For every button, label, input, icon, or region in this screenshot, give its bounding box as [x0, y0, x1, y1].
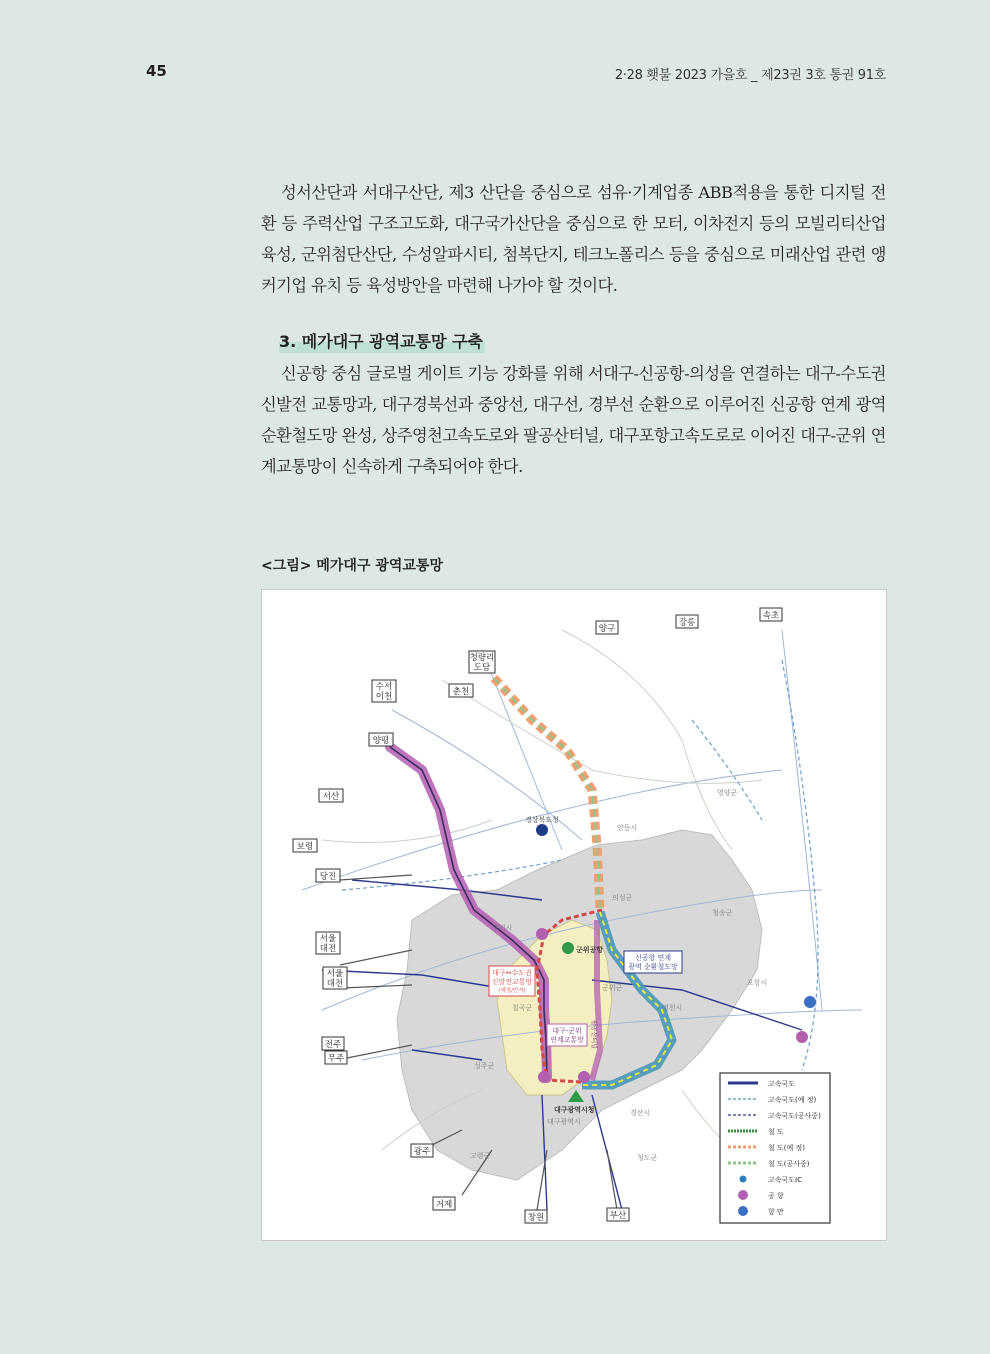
- label-daejeon-1: 대전: [319, 944, 337, 954]
- label-cheongnyangni: 청량리: [469, 653, 495, 663]
- place-yeongcheon: 영천시: [662, 1004, 683, 1012]
- legend-label-harbor: 항 만: [768, 1208, 784, 1216]
- legend-label-expressway-ic: 고속국도IC: [768, 1176, 803, 1184]
- airport-icon-4: [796, 1031, 808, 1043]
- place-gyeongbuk-office: 경상북도청: [525, 816, 559, 824]
- legend-label-railway-construction: 철 도(공사중): [768, 1160, 810, 1168]
- legend-label-expressway-planned: 고속국도(예 정): [768, 1096, 817, 1104]
- label-suseo: 수서: [375, 682, 393, 692]
- running-header: 2·28 횃불 2023 가을호 _ 제23권 3호 통권 91호: [614, 68, 886, 83]
- legend-label-expressway-construction: 고속국도(공사중): [768, 1112, 821, 1120]
- callout-capital-2: 신발전교통망: [491, 978, 533, 986]
- airport-icon-1: [536, 928, 548, 940]
- legend-label-airport: 공 항: [768, 1192, 784, 1200]
- page-number: 45: [146, 62, 167, 80]
- place-pohang: 포항시: [747, 979, 768, 987]
- callout-circular-1: 신공항 연계: [634, 954, 672, 962]
- label-muju: 무주: [327, 1054, 345, 1064]
- gyeongbuk-office-icon: [536, 824, 548, 836]
- label-busan: 부산: [609, 1211, 627, 1221]
- airport-icon-3: [578, 1071, 590, 1083]
- callout-capital-1: 대구↔수도권: [492, 969, 532, 977]
- label-changwon: 창원: [527, 1213, 545, 1223]
- label-chuncheon: 춘천: [452, 687, 470, 697]
- transport-map: [261, 589, 887, 1241]
- callout-gunwi-1: 대구-군위: [552, 1027, 582, 1035]
- legend-label-expressway: 고속국도: [768, 1080, 796, 1088]
- label-boryeong: 보령: [296, 842, 314, 852]
- place-chilgok: 칠곡군: [512, 1004, 533, 1012]
- label-icheon: 이천: [375, 692, 393, 702]
- place-andong: 안동시: [617, 824, 638, 832]
- label-dodam: 도담: [473, 663, 491, 673]
- airport-icon: [738, 1190, 748, 1200]
- place-cheongdo: 청도군: [637, 1154, 658, 1162]
- label-seoul-2: 서울: [326, 969, 344, 979]
- body-paragraph-2: 신공항 중심 글로벌 게이트 기능 강화를 위해 서대구-신공항-의성을 연결하는 대구-수도권 신발전 교통망과, 대구경북선과 중앙선, 대구선, 경부선 순환으로 이루어진 신공항 연계 광역 순환철도망 완성, 상주영천고속도로와 팔공산터널, 대구포항고속도로로 이어진 대구-군위 연계교통망이 신속하게 구축되어야 한다.: [261, 364, 886, 476]
- label-sokcho: 속초: [762, 611, 780, 621]
- legend-label-railway: 철 도: [768, 1128, 784, 1136]
- place-goryeong: 고령군: [470, 1152, 491, 1160]
- body-paragraph-1: 성서산단과 서대구산단, 제3 산단을 중심으로 섬유·기계업종 ABB적용을 통한 디지털 전환 등 주력산업 구조고도화, 대구국가산단을 중심으로 한 모터, 이차전지 등의 모빌리티산업 육성, 군위첨단산단, 수성알파시티, 첨복단지, 테크노폴리스 등을 중심으로 미래산업 관련 앵커기업 유치 등 육성방안을 마련해 나가야 할 것이다.: [261, 183, 886, 295]
- label-jeonju: 전주: [324, 1040, 342, 1050]
- place-gumi: 구미시: [492, 924, 513, 932]
- place-gunwi-airport: 군위공항: [576, 946, 604, 954]
- harbor-icon: [738, 1206, 748, 1216]
- figure-caption: <그림> 메가대구 광역교통망: [261, 558, 443, 574]
- callout-gunwi-2: 연계교통망: [550, 1036, 584, 1044]
- legend-label-railway-planned: 철 도(예 정): [768, 1144, 805, 1152]
- label-dangjin: 당진: [319, 872, 337, 882]
- callout-palgong: 팔공산터널: [590, 1020, 597, 1049]
- label-yanggu: 양구: [598, 624, 616, 634]
- expressway-ic-icon: [740, 1176, 747, 1183]
- place-daegu-metro: 대구광역시: [547, 1118, 581, 1126]
- section-heading: 3. 메가대구 광역교통망 구축: [279, 329, 485, 353]
- label-daejeon-2: 대전: [326, 979, 344, 989]
- map-canvas: [262, 590, 886, 1240]
- place-gyeongsan: 경산시: [630, 1109, 651, 1117]
- label-gangneung: 강릉: [678, 618, 696, 628]
- label-geoje: 거제: [435, 1200, 453, 1210]
- place-seongju: 성주군: [474, 1062, 495, 1070]
- place-gunwi: 군위군: [602, 984, 623, 992]
- callout-circular-2: 광역 순환철도망: [628, 963, 678, 971]
- place-uiseong: 의성군: [612, 894, 633, 902]
- airport-icon-2: [538, 1071, 550, 1083]
- label-seoul-1: 서울: [319, 934, 337, 944]
- label-gwangju: 광주: [413, 1147, 431, 1157]
- place-yeongyang: 영양군: [717, 789, 738, 797]
- place-cheongsong: 청송군: [712, 909, 733, 917]
- map-legend: [720, 1073, 830, 1223]
- harbor-icon-map: [804, 996, 816, 1008]
- label-seosan: 서산: [322, 792, 340, 802]
- gunwi-airport-icon: [562, 942, 574, 954]
- callout-capital-3: (예정/민자): [498, 988, 526, 994]
- place-daegu-cityhall: 대구광역시청: [554, 1106, 595, 1114]
- label-yangpyeong: 양평: [372, 736, 390, 746]
